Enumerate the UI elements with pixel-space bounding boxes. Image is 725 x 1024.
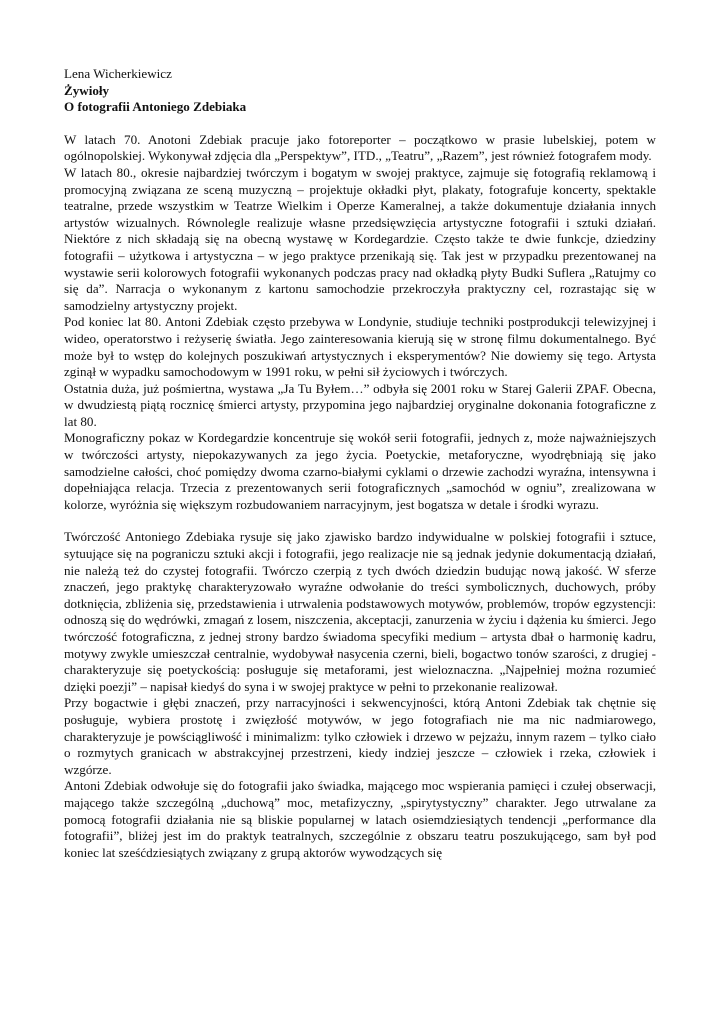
author-name: Lena Wicherkiewicz <box>64 66 172 81</box>
paragraph: Pod koniec lat 80. Antoni Zdebiak często przebywa w Londynie, studiuje techniki postprodukcji telewizyjnej i wideo, operatorstwo i reżyserię światła. Jego zainteresowania kierują się w stronę filmu dokumentalnego. Być może był to wstęp do kolejnych poszukiwań artystycznych i eksperymentów? Nie dowiemy się tego. Artysta zginął w wypadku samochodowym w 1991 roku, w pełni sił życiowych i twórczych. <box>64 314 656 380</box>
title-block <box>64 83 656 116</box>
paragraph: Twórczość Antoniego Zdebiaka rysuje się jako zjawisko bardzo indywidualne w polskiej fotografii i sztuce, sytuujące się na pograniczu sztuki akcji i fotografii, jego realizacje nie są jednak jedynie dokumentacją działań, nie należą też do czystej fotografii. Twórczo czerpią z tych dwóch dziedzin budując nową jakość. W sferze znaczeń, jego praktykę charakteryzowało wyraźne odwołanie do treści symbolicznych, duchowych, próby dotknięcia, zbliżenia się, przedstawienia i utrwalenia podstawowych motywów, problemów, tropów egzystencji: odnoszą się do wędrówki, zmagań z losem, niszczenia, akceptacji, zanurzenia w życiu i dążenia ku śmierci. Jego twórczość fotograficzna, z jednej strony bardzo świadoma specyfiki medium – artysta dbał o harmonię kadru, motywy zwykle umieszczał centralnie, wydobywał nasycenia czerni, bieli, bogactwo tonów szarości, z drugiej - charakteryzuje się poetyckością: posługuje się metaforami, jest wieloznaczna. „Najpełniej można rozumieć dzięki poezji” – napisał kiedyś do syna i w swojej praktyce w pełni to przekonanie realizował. <box>64 529 656 694</box>
title-subtitle: O fotografii Antoniego Zdebiaka <box>64 99 247 115</box>
paragraph: W latach 70. Anotoni Zdebiak pracuje jako fotoreporter – początkowo w prasie lubelskiej, potem w ogólnopolskiej. Wykonywał zdjęcia dla „Perspektyw”, ITD., „Teatru”, „Razem”, jest również fotografem mody. <box>64 131 656 164</box>
paragraph: Antoni Zdebiak odwołuje się do fotografii jako świadka, mającego moc wspierania pamięci i czułej obserwacji, mającego także szczególną „duchową” moc, metafizyczny, „spirytystyczny” charakter. Jego utrwalane za pomocą fotografii działania nie są bliskie popularnej w latach osiemdziesiątych tendencji „performance dla fotografii”, bliżej jest im do praktyk teatralnych, szczególnie z obszaru teatru poszukującego, sam był pod koniec lat sześćdziesiątych związany z grupą aktorów wywodzących się <box>64 778 656 860</box>
title-main: Żywioły <box>64 82 110 98</box>
paragraph-gap <box>64 513 656 529</box>
document-body <box>64 66 656 861</box>
paragraph: Ostatnia duża, już pośmiertna, wystawa „Ja Tu Byłem…” odbyła się 2001 roku w Starej Galerii ZPAF. Obecna, w dwudziestą piątą rocznicę śmierci artysty, przypomina jego najbardziej oryginalne dokonania fotograficzne z lat 80. <box>64 380 656 429</box>
paragraph: Monograficzny pokaz w Kordegardzie koncentruje się wokół serii fotografii, jednych z, może najważniejszych w twórczości artysty, niepokazywanych za jego życia. Poetyckie, metaforyczne, wyodrębniają się jako samodzielne całości, choć pomiędzy dwoma czarno-białymi cyklami o drzewie zachodzi wyraźna, intensywna i dopełniająca relacja. Trzecia z prezentowanych serii fotograficznych „samochód w ogniu”, zrealizowana w kolorze, wyróżnia się większym rozbudowaniem narracyjnym, jest bogatsza w detale i środki wyrazu. <box>64 430 656 512</box>
paragraph: W latach 80., okresie najbardziej twórczym i bogatym w swojej praktyce, zajmuje się fotografią reklamową i promocyjną związana ze sceną muzyczną – projektuje okładki płyt, plakaty, fotografuje koncerty, spektakle teatralne, przede wszystkim w Teatrze Wielkim i Operze Kameralnej, a także dokumentuje działania innych artystów wizualnych. Równolegle realizuje własne przedsięwzięcia artystyczne fotografii i sztuki działań. Niektóre z nich składają się na obecną wystawę w Kordegardzie. Często także te dwie funkcje, dziedziny fotografii – użytkowa i artystyczna – w jego praktyce przenikają się. Tak jest w przypadku prezentowanej na wystawie serii kolorowych fotografii wykonanych podczas pracy nad okładką płyty Budki Suflera „Ratujmy co się da”. Narracja o wykonanym z kartonu samochodzie przekroczyła praktyczny cel, rozrastając się w samodzielny artystyczny projekt. <box>64 164 656 313</box>
paragraph: Przy bogactwie i głębi znaczeń, przy narracyjności i sekwencyjności, którą Antoni Zdebiak tak chętnie się posługuje, wybiera prostotę i zwięzłość motywów, w jego fotografiach nie ma nic nadmiarowego, charakteryzuje je powściągliwość i minimalizm: tylko człowiek i drzewo w pejzażu, innym razem – tylko ciało o rozmytych granicach w abstrakcyjnej przestrzeni, kiedy indziej jeszcze – człowiek i rzeka, człowiek i wzgórze. <box>64 695 656 777</box>
